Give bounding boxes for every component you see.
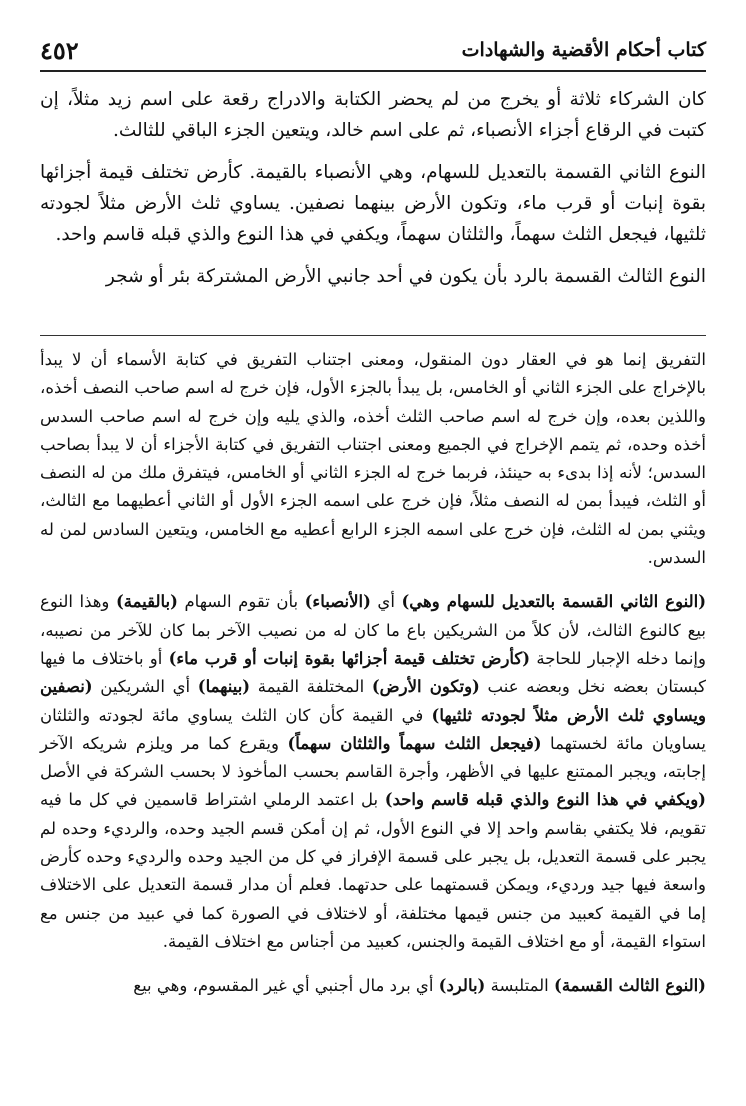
commentary-paragraph-1: التفريق إنما هو في العقار دون المنقول، ومعنى اجتناب التفريق في كتابة الأسماء أن لا يبدأ بالإخراج على الجزء الثاني أو الخامس، بل يبدأ بالجزء الأول، فإن خرج له اسم صاحب النصف أخذه، واللذين بعده، وإن خرج له اسم صاحب الثلث أخذه، والذي يليه وإن خرج له اسم صاحب السدس أخذه وحده، ثم يتمم الإخراج في الجميع ومعنى اجتناب التفريق في كتابة الأجزاء أن لا يبدأ بصاحب السدس؛ لأنه إذا بدىء به حينئذ، فربما خرج له الجزء الثاني أو الخامس، فيتفرق ملك من له النصف أو الثلث، فيبدأ بمن له النصف مثلاً، فإن خرج على اسمه الجزء الأول أو الثاني أعطيهما مع الثالث، ويثني بمن له الثلث، فإن خرج على اسمه الجزء الرابع أعطيه مع الخامس، ويتعين السادس لمن له السدس. [40, 350, 706, 568]
matn-quote: (ويكفي في هذا النوع والذي قبله قاسم واحد) [384, 790, 706, 810]
commentary-text: أي الشريكين [92, 677, 198, 697]
main-paragraph-1: كان الشركاء ثلاثة أو يخرج من لم يحضر الكتابة والادراج رقعة على اسم زيد مثلاً، إن كتبت في الرقاع أجزاء الأنصباء، ثم على اسم خالد، ويتعين الجزء الباقي للثالث. [40, 89, 706, 141]
commentary-text: أي برد مال أجنبي أي غير المقسوم، وهي بيع [133, 976, 439, 996]
matn-quote: (بالرد) [438, 976, 486, 996]
commentary-text: بأن تقوم السهام [177, 592, 305, 612]
main-paragraph-3: النوع الثالث القسمة بالرد بأن يكون في أحد جانبي الأرض المشتركة بئر أو شجر [105, 266, 706, 287]
page-number: ٤٥٢ [40, 35, 79, 65]
matn-quote: (وتكون الأرض) [371, 677, 480, 697]
commentary-text: المتلبسة [485, 976, 555, 996]
matn-quote: (بينهما) [197, 677, 251, 697]
commentary-text: أي [370, 592, 402, 612]
matn-quote: (بالقيمة) [115, 592, 178, 612]
footnote-separator [40, 335, 706, 336]
commentary-paragraph-2 [40, 588, 706, 956]
page-header [40, 30, 706, 72]
commentary-text: بل اعتمد الرملي اشتراط قاسمين في كل ما فيه تقويم، فلا يكتفي بقاسم واحد إلا في النوع الأول، ثم إن أمكن قسم الجيد وحده، والرديء وحده لم يجبر على قسمة التعديل، بل يجبر على قسمة الإفراز في كل من الجيد وحده والرديء وحده كأرض واسعة فيها جيد ورديء، ويمكن قسمتهما على حدتهما. فعلم أن مدار قسمة التعديل على الاختلاف إما في القيمة كعبيد من جنس قيمها مختلفة، أو لاختلاف في الصورة كما في عبيد من جنس مع استواء القيمة، أو مع اختلاف القيمة والجنس، كعبيد من أجناس مع اختلاف القيمة. [40, 790, 706, 951]
main-paragraph-2: النوع الثاني القسمة بالتعديل للسهام، وهي الأنصباء بالقيمة. كأرض تختلف قيمة أجزائها بقوة إنبات أو قرب ماء، وتكون الأرض بينهما نصفين. يساوي ثلث الأرض مثلاً لجودته ثلثيها، فيجعل الثلث سهماً، والثلثان سهماً، ويكفي في هذا النوع والذي قبله قاسم واحد. [40, 162, 706, 245]
commentary-text: المختلفة القيمة [250, 677, 372, 697]
commentary [40, 346, 706, 1017]
commentary-text: وهذا النوع بيع كالنوع الثالث، لأن كلاً من الشريكين باع ما كان له من نصيب الآخر بما كان للآخر من نصيبه، وإنما دخله الإجبار للحاجة [40, 592, 706, 668]
matn-quote: (فيجعل الثلث سهماً والثلثان سهماً) [287, 733, 542, 753]
matn-quote: (النوع الثالث القسمة) [554, 976, 706, 996]
commentary-text: ويقرع كما مر ويلزم شريكه الآخر إجابته، ويجبر الممتنع عليها في الأظهر، وأجرة القاسم بحسب المأخوذ لا بحسب الشركة في الأصل [40, 733, 706, 782]
main-text [40, 84, 706, 303]
commentary-text: في القيمة كأن كان الثلث يساوي مائة لجودته والثلثان يساويان مائة لخستهما [40, 705, 706, 753]
matn-quote: (نصفين ويساوي ثلث الأرض مثلاً لجودته ثلثيها) [40, 677, 706, 725]
commentary-paragraph-3 [40, 972, 706, 1000]
matn-quote: (النوع الثاني القسمة بالتعديل للسهام وهي) [401, 592, 707, 612]
commentary-text: أو باختلاف ما فيها كبستان بعضه نخل وبعضه عنب [40, 648, 706, 697]
running-title: كتاب أحكام الأقضية والشهادات [461, 39, 706, 61]
matn-quote: (الأنصباء) [304, 592, 371, 612]
matn-quote: (كأرض تختلف قيمة أجزائها بقوة إنبات أو قرب ماء) [168, 648, 531, 668]
